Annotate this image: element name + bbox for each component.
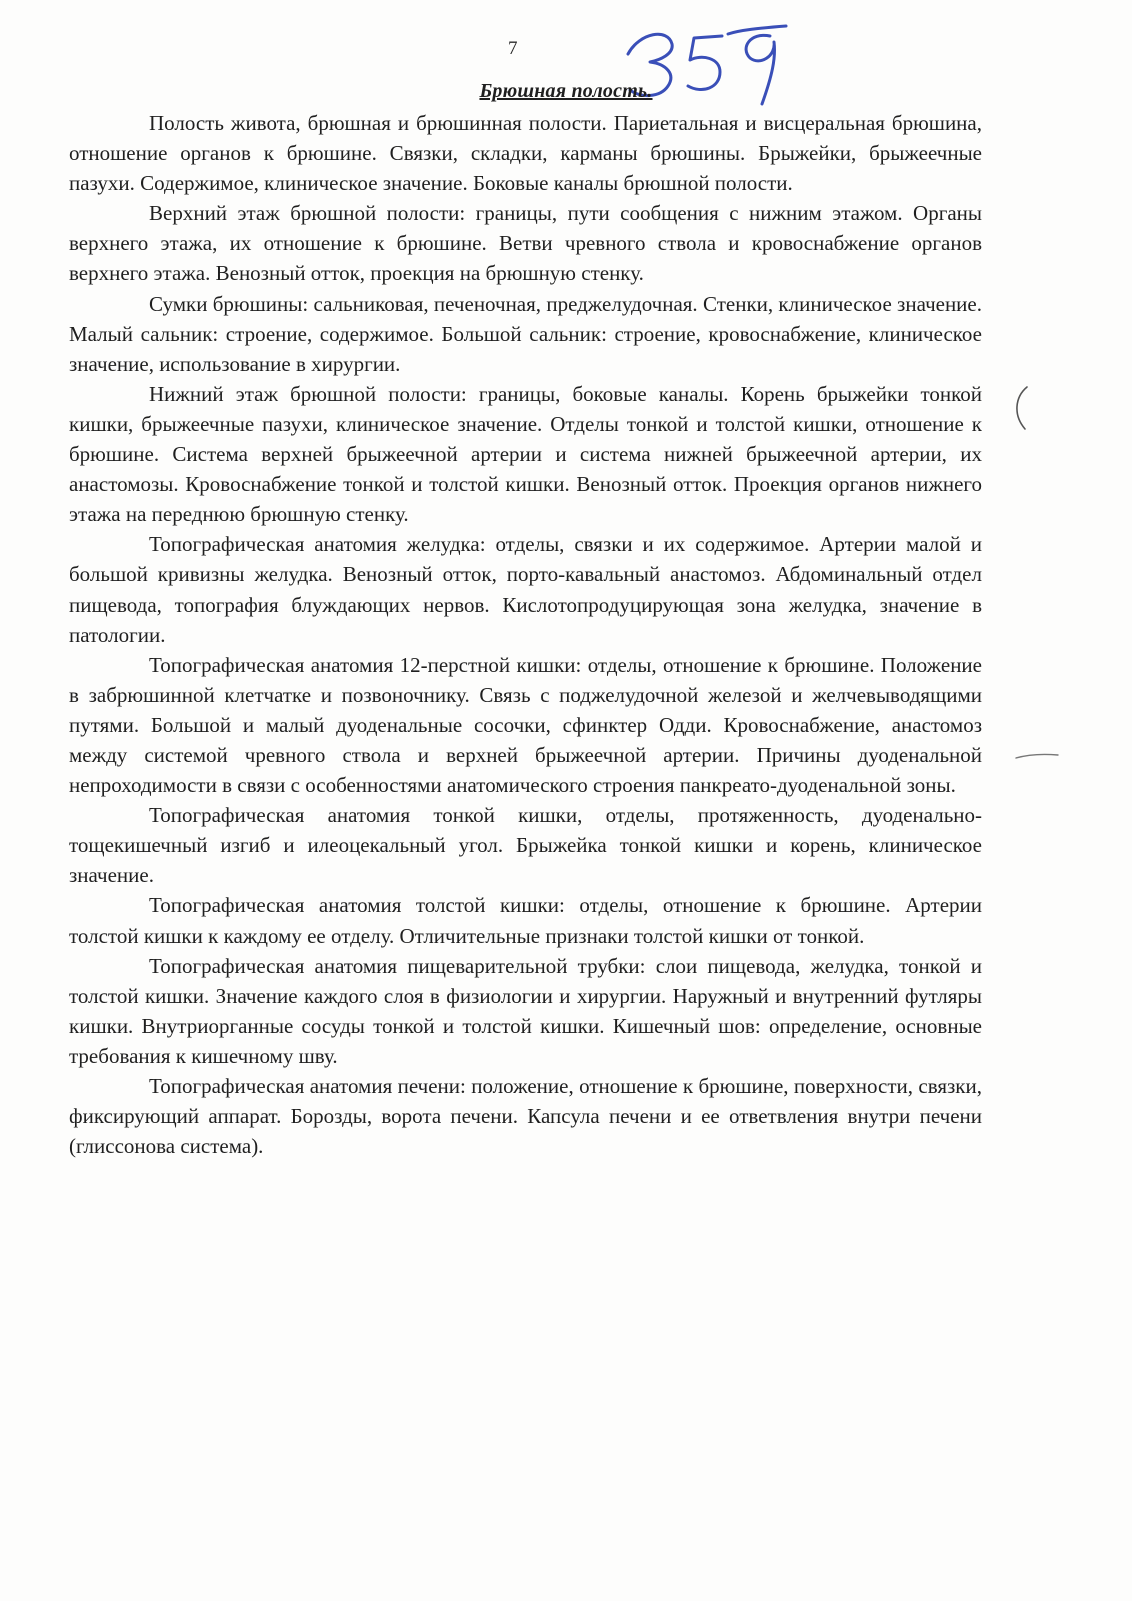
paragraph-digestive-tube: Топографическая анатомия пищеварительной трубки: слои пищевода, желудка, тонкой и толстой кишки. Значение каждого слоя в физиологии и хирургии. Наружный и внутренний футляры кишки. Внутриорганные сосуды тонкой и толстой кишки. Кишечный шов: определение, основные требования к кишечному шву. xyxy=(69,953,982,1068)
paragraph-liver: Топографическая анатомия печени: положение, отношение к брюшине, поверхности, связки, фиксирующий аппарат. Борозды, ворота печени. Капсула печени и ее ответвления внутри печени (глиссонова система). xyxy=(69,1074,982,1159)
paragraph-upper-floor: Верхний этаж брюшной полости: границы, пути сообщения с нижним этажом. Органы верхнего этажа, их отношение к брюшине. Ветви чревного ствола и кровоснабжение органов верхнего этажа. Венозный отток, проекция на брюшную стенку. xyxy=(69,201,982,286)
document-title: Брюшная полость. xyxy=(479,80,653,102)
paragraph-abdominal-cavity: Полость живота, брюшная и брюшинная полости. Париетальная и висцеральная брюшина, отношение органов к брюшине. Связки, складки, карманы брюшины. Брыжейки, брыжеечные пазухи. Содержимое, клиническое значение. Боковые каналы брюшной полости. xyxy=(69,111,982,196)
paragraph-lower-floor: Нижний этаж брюшной полости: границы, боковые каналы. Корень брыжейки тонкой кишки, брыжеечные пазухи, клиническое значение. Отделы тонкой и толстой кишки, отношение к брюшине. Система верхней брыжеечной артерии и система нижней брыжеечной артерии, их анастомозы. Кровоснабжение тонкой и толстой кишки. Венозный отток. Проекция органов нижнего этажа на переднюю брюшную стенку. xyxy=(69,381,982,527)
margin-dash-mark xyxy=(1012,748,1062,758)
paragraph-duodenum: Топографическая анатомия 12-перстной кишки: отделы, отношение к брюшине. Положение в забрюшинной клетчатке и позвоночнику. Связь с поджелудочной железой и желчевыводящими путями. Большой и малый дуоденальные сосочки, сфинктер Одди. Кровоснабжение, анастомоз между системой чревного ствола и верхней брыжеечной артерии. Причины дуоденальной непроходимости в связи с особенностями анатомического строения панкреато-дуоденальной зоны. xyxy=(69,652,982,798)
page-number: 7 xyxy=(508,38,518,59)
paragraph-large-intestine: Топографическая анатомия толстой кишки: отделы, отношение к брюшине. Артерии толстой кишки к каждому ее отделу. Отличительные признаки толстой кишки от тонкой. xyxy=(69,893,982,948)
paragraph-peritoneal-bursae: Сумки брюшины: сальниковая, печеночная, преджелудочная. Стенки, клиническое значение. Малый сальник: строение, содержимое. Большой сальник: строение, кровоснабжение, клиническое значение, использование в хирургии. xyxy=(69,291,982,376)
paragraph-small-intestine: Топографическая анатомия тонкой кишки, отделы, протяженность, дуоденально-тощекишечный изгиб и илеоцекальный угол. Брыжейка тонкой кишки и корень, клиническое значение. xyxy=(69,803,982,888)
margin-pencil-mark xyxy=(1005,383,1035,433)
document-body xyxy=(69,108,982,1161)
paragraph-stomach: Топографическая анатомия желудка: отделы, связки и их содержимое. Артерии малой и большой кривизны желудка. Венозный отток, порто-кавальный анастомоз. Абдоминальный отдел пищевода, топография блуждающих нервов. Кислотопродуцирующая зона желудка, значение в патологии. xyxy=(69,532,982,647)
